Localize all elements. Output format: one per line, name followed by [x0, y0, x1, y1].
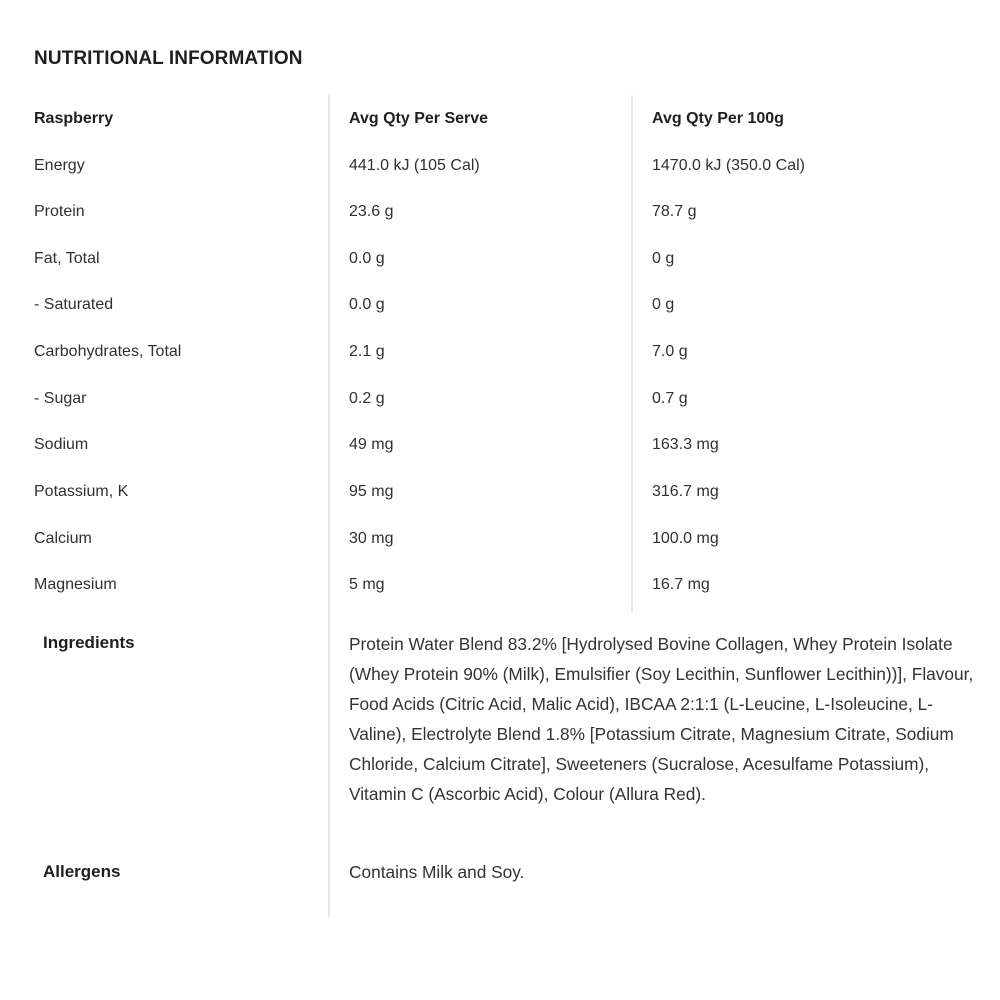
nutrient-name: Protein: [34, 203, 85, 220]
column-divider: [631, 95, 633, 612]
table-header-flavour: Raspberry: [34, 110, 114, 127]
per-100g-value: 7.0 g: [652, 343, 688, 360]
table-header-per-serve: Avg Qty Per Serve: [349, 110, 489, 127]
per-100g-value: 16.7 mg: [652, 576, 710, 593]
column-divider: [328, 95, 330, 917]
per-serve-value: 49 mg: [349, 436, 394, 453]
per-100g-value: 1470.0 kJ (350.0 Cal): [652, 157, 805, 174]
ingredients-label: Ingredients: [43, 633, 135, 652]
per-100g-value: 0 g: [652, 296, 675, 313]
nutrient-name: Fat, Total: [34, 250, 100, 267]
per-serve-value: 2.1 g: [349, 343, 385, 360]
per-serve-value: 5 mg: [349, 576, 385, 593]
per-serve-value: 0.2 g: [349, 390, 385, 407]
nutrient-name: - Sugar: [34, 390, 87, 407]
nutrient-name: - Saturated: [34, 296, 114, 313]
nutrient-name: Magnesium: [34, 576, 117, 593]
nutrient-name: Calcium: [34, 530, 92, 547]
table-header-per-100g: Avg Qty Per 100g: [652, 110, 784, 127]
per-100g-value: 100.0 mg: [652, 530, 719, 547]
per-serve-value: 0.0 g: [349, 296, 385, 313]
per-100g-value: 0.7 g: [652, 390, 688, 407]
page-title: NUTRITIONAL INFORMATION: [34, 48, 303, 69]
nutrient-name: Potassium, K: [34, 483, 129, 500]
per-serve-value: 23.6 g: [349, 203, 394, 220]
per-100g-value: 316.7 mg: [652, 483, 719, 500]
per-serve-value: 30 mg: [349, 530, 394, 547]
allergens-label: Allergens: [43, 862, 121, 881]
nutrient-name: Energy: [34, 157, 85, 174]
per-100g-value: 0 g: [652, 250, 675, 267]
nutrient-name: Sodium: [34, 436, 89, 453]
allergens-text: Contains Milk and Soy.: [349, 862, 525, 882]
per-serve-value: 95 mg: [349, 483, 394, 500]
per-100g-value: 163.3 mg: [652, 436, 719, 453]
per-100g-value: 78.7 g: [652, 203, 697, 220]
ingredients-text: Protein Water Blend 83.2% [Hydrolysed Bovine Collagen, Whey Protein Isolate (Whey Protein 90% (Milk), Emulsifier (Soy Lecithin, Sunflower Lecithin))], Flavour, Food Acids (Citric Acid, Malic Acid), IBCAA 2:1:1 (L-Leucine, L-Isoleucine, L-Valine), Electrolyte Blend 1.8% [Potassium Citrate, Magnesium Citrate, Sodium Chloride, Calcium Citrate], Sweeteners (Sucralose, Acesulfame Potassium), Vitamin C (Ascorbic Acid), Colour (Allura Red).: [349, 634, 974, 804]
per-serve-value: 441.0 kJ (105 Cal): [349, 157, 480, 174]
nutrient-name: Carbohydrates, Total: [34, 343, 182, 360]
per-serve-value: 0.0 g: [349, 250, 385, 267]
